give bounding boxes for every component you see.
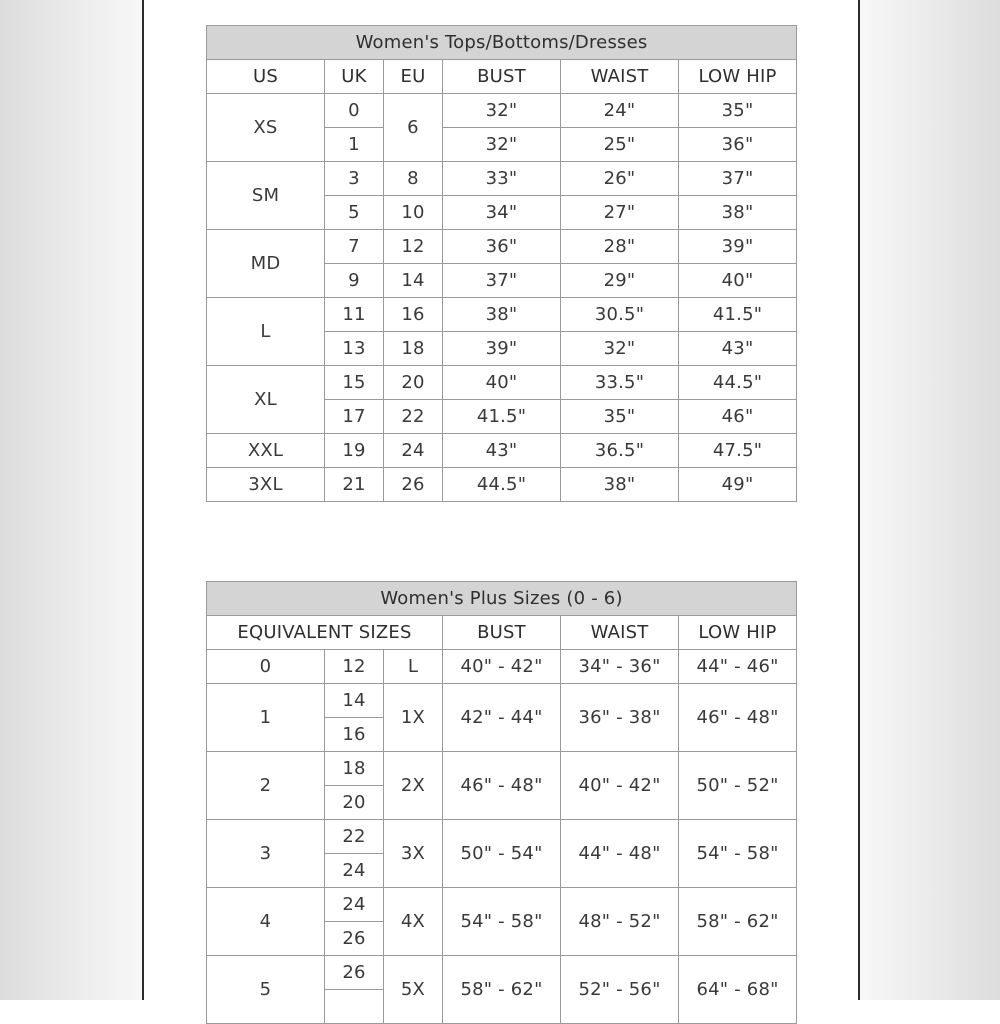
uk-size-cell: 15 <box>325 366 384 400</box>
us-size-cell: 3XL <box>207 468 325 502</box>
eu-size-cell: 12 <box>384 230 443 264</box>
uk-size-cell: 11 <box>325 298 384 332</box>
plus-header-row <box>207 616 797 650</box>
plus-size-cell: 2 <box>207 752 325 820</box>
plus-title-row <box>207 582 797 616</box>
bust-cell: 42" - 44" <box>443 684 561 752</box>
tops-size-table <box>206 25 797 502</box>
bust-cell: 43" <box>443 434 561 468</box>
numeric-size-cell <box>325 990 384 1024</box>
waist-cell: 28" <box>561 230 679 264</box>
low-hip-cell: 37" <box>679 162 797 196</box>
waist-cell: 44" - 48" <box>561 820 679 888</box>
low-hip-cell: 54" - 58" <box>679 820 797 888</box>
letter-size-cell: 4X <box>384 888 443 956</box>
table-row <box>207 94 797 128</box>
header-waist: WAIST <box>561 60 679 94</box>
bust-cell: 54" - 58" <box>443 888 561 956</box>
table-row <box>207 162 797 196</box>
letter-size-cell: 2X <box>384 752 443 820</box>
tops-header-row <box>207 60 797 94</box>
waist-cell: 36" - 38" <box>561 684 679 752</box>
waist-cell: 27" <box>561 196 679 230</box>
uk-size-cell: 1 <box>325 128 384 162</box>
low-hip-cell: 58" - 62" <box>679 888 797 956</box>
waist-cell: 35" <box>561 400 679 434</box>
bust-cell: 44.5" <box>443 468 561 502</box>
table-row <box>207 366 797 400</box>
numeric-size-cell: 18 <box>325 752 384 786</box>
plus-size-cell: 0 <box>207 650 325 684</box>
letter-size-cell: 3X <box>384 820 443 888</box>
waist-cell: 38" <box>561 468 679 502</box>
uk-size-cell: 17 <box>325 400 384 434</box>
plus-size-cell: 5 <box>207 956 325 1024</box>
low-hip-cell: 44" - 46" <box>679 650 797 684</box>
waist-cell: 32" <box>561 332 679 366</box>
numeric-size-cell: 12 <box>325 650 384 684</box>
eu-size-cell: 14 <box>384 264 443 298</box>
uk-size-cell: 19 <box>325 434 384 468</box>
bust-cell: 36" <box>443 230 561 264</box>
letter-size-cell: 5X <box>384 956 443 1024</box>
uk-size-cell: 5 <box>325 196 384 230</box>
header-eu: EU <box>384 60 443 94</box>
bust-cell: 38" <box>443 298 561 332</box>
plus-size-cell: 3 <box>207 820 325 888</box>
us-size-cell: MD <box>207 230 325 298</box>
eu-size-cell: 26 <box>384 468 443 502</box>
bust-cell: 32" <box>443 94 561 128</box>
eu-size-cell: 24 <box>384 434 443 468</box>
table-row <box>207 434 797 468</box>
low-hip-cell: 43" <box>679 332 797 366</box>
header-low-hip: LOW HIP <box>679 60 797 94</box>
waist-cell: 48" - 52" <box>561 888 679 956</box>
bust-cell: 37" <box>443 264 561 298</box>
numeric-size-cell: 24 <box>325 888 384 922</box>
table-row <box>207 888 797 922</box>
us-size-cell: SM <box>207 162 325 230</box>
uk-size-cell: 9 <box>325 264 384 298</box>
table-row <box>207 650 797 684</box>
header-uk: UK <box>325 60 384 94</box>
left-background-panel <box>0 0 144 1000</box>
header-us: US <box>207 60 325 94</box>
low-hip-cell: 39" <box>679 230 797 264</box>
low-hip-cell: 44.5" <box>679 366 797 400</box>
low-hip-cell: 41.5" <box>679 298 797 332</box>
bust-cell: 39" <box>443 332 561 366</box>
eu-size-cell: 18 <box>384 332 443 366</box>
eu-size-cell: 20 <box>384 366 443 400</box>
numeric-size-cell: 20 <box>325 786 384 820</box>
us-size-cell: L <box>207 298 325 366</box>
table-row <box>207 752 797 786</box>
low-hip-cell: 36" <box>679 128 797 162</box>
bust-cell: 46" - 48" <box>443 752 561 820</box>
header-low-hip: LOW HIP <box>679 616 797 650</box>
bust-cell: 32" <box>443 128 561 162</box>
tops-table-title: Women's Tops/Bottoms/Dresses <box>207 26 797 60</box>
tops-title-row <box>207 26 797 60</box>
table-row <box>207 230 797 264</box>
eu-size-cell: 6 <box>384 94 443 162</box>
waist-cell: 29" <box>561 264 679 298</box>
plus-size-cell: 4 <box>207 888 325 956</box>
bust-cell: 40" <box>443 366 561 400</box>
numeric-size-cell: 22 <box>325 820 384 854</box>
numeric-size-cell: 26 <box>325 922 384 956</box>
numeric-size-cell: 14 <box>325 684 384 718</box>
low-hip-cell: 40" <box>679 264 797 298</box>
waist-cell: 26" <box>561 162 679 196</box>
waist-cell: 24" <box>561 94 679 128</box>
uk-size-cell: 0 <box>325 94 384 128</box>
waist-cell: 33.5" <box>561 366 679 400</box>
eu-size-cell: 16 <box>384 298 443 332</box>
waist-cell: 36.5" <box>561 434 679 468</box>
header-bust: BUST <box>443 616 561 650</box>
waist-cell: 34" - 36" <box>561 650 679 684</box>
uk-size-cell: 13 <box>325 332 384 366</box>
waist-cell: 30.5" <box>561 298 679 332</box>
low-hip-cell: 35" <box>679 94 797 128</box>
table-row <box>207 468 797 502</box>
numeric-size-cell: 16 <box>325 718 384 752</box>
uk-size-cell: 3 <box>325 162 384 196</box>
low-hip-cell: 49" <box>679 468 797 502</box>
low-hip-cell: 46" <box>679 400 797 434</box>
table-row <box>207 820 797 854</box>
header-waist: WAIST <box>561 616 679 650</box>
numeric-size-cell: 26 <box>325 956 384 990</box>
waist-cell: 25" <box>561 128 679 162</box>
waist-cell: 40" - 42" <box>561 752 679 820</box>
table-row <box>207 956 797 990</box>
letter-size-cell: 1X <box>384 684 443 752</box>
bust-cell: 41.5" <box>443 400 561 434</box>
uk-size-cell: 7 <box>325 230 384 264</box>
low-hip-cell: 64" - 68" <box>679 956 797 1024</box>
table-row <box>207 298 797 332</box>
uk-size-cell: 21 <box>325 468 384 502</box>
right-background-panel <box>858 0 1000 1000</box>
bust-cell: 58" - 62" <box>443 956 561 1024</box>
numeric-size-cell: 24 <box>325 854 384 888</box>
letter-size-cell: L <box>384 650 443 684</box>
us-size-cell: XS <box>207 94 325 162</box>
waist-cell: 52" - 56" <box>561 956 679 1024</box>
bust-cell: 34" <box>443 196 561 230</box>
plus-size-table <box>206 581 797 1024</box>
low-hip-cell: 38" <box>679 196 797 230</box>
plus-table-title: Women's Plus Sizes (0 - 6) <box>207 582 797 616</box>
header-equivalent-sizes: EQUIVALENT SIZES <box>207 616 443 650</box>
low-hip-cell: 47.5" <box>679 434 797 468</box>
low-hip-cell: 50" - 52" <box>679 752 797 820</box>
eu-size-cell: 10 <box>384 196 443 230</box>
header-bust: BUST <box>443 60 561 94</box>
bust-cell: 50" - 54" <box>443 820 561 888</box>
us-size-cell: XL <box>207 366 325 434</box>
low-hip-cell: 46" - 48" <box>679 684 797 752</box>
plus-size-cell: 1 <box>207 684 325 752</box>
eu-size-cell: 22 <box>384 400 443 434</box>
us-size-cell: XXL <box>207 434 325 468</box>
eu-size-cell: 8 <box>384 162 443 196</box>
bust-cell: 33" <box>443 162 561 196</box>
table-row <box>207 684 797 718</box>
bust-cell: 40" - 42" <box>443 650 561 684</box>
